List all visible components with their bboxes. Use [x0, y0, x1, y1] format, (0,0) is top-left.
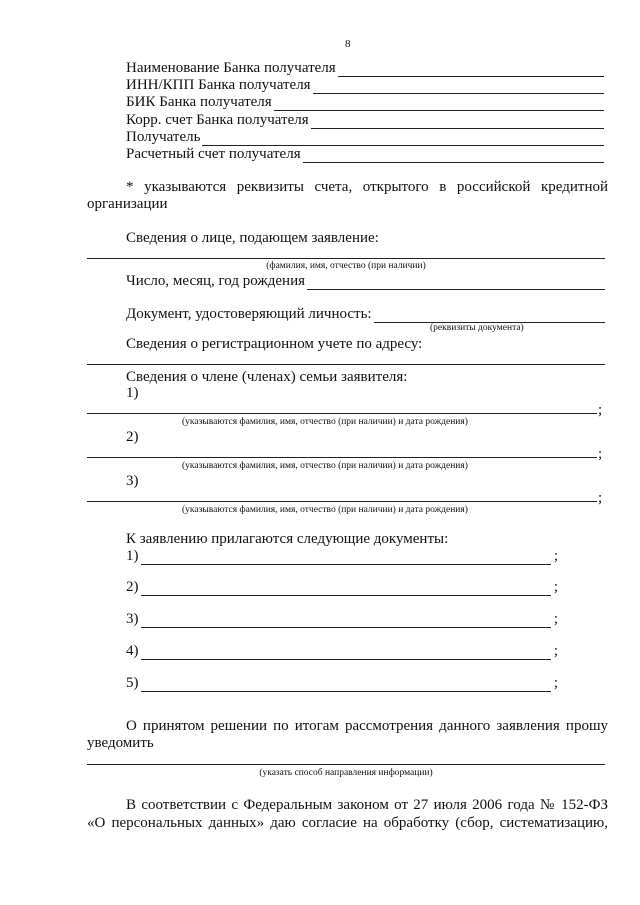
family-member-3-hint: (указываются фамилия, имя, отчество (при наличии) и дата рождения) — [182, 505, 468, 515]
document-item-5-number: 5) — [126, 675, 139, 691]
footnote-line-1: * указываются реквизиты счета, открытого в российской кредитной — [126, 179, 608, 195]
page-number: 8 — [345, 38, 351, 50]
document-item-5-line[interactable] — [141, 677, 551, 692]
field-corr-account-line[interactable] — [311, 114, 604, 129]
document-item-4-line[interactable] — [141, 645, 551, 660]
field-recipient-line[interactable] — [202, 131, 604, 146]
document-item-4-number: 4) — [126, 643, 139, 659]
document-item-3-end: ; — [553, 611, 558, 627]
field-account — [126, 146, 604, 163]
family-member-2-end: ; — [598, 446, 603, 462]
document-item-3-line[interactable] — [141, 613, 551, 628]
document-item-2 — [126, 579, 558, 596]
document-item-3 — [126, 611, 558, 628]
family-member-1-number: 1) — [126, 385, 139, 401]
field-bank-name-label: Наименование Банка получателя — [126, 60, 336, 76]
document-item-1 — [126, 548, 558, 565]
document-item-1-end: ; — [553, 548, 558, 564]
field-recipient-label: Получатель — [126, 129, 201, 145]
family-member-3-line[interactable] — [87, 501, 597, 502]
document-item-1-line[interactable] — [141, 550, 551, 565]
field-corr-account-label: Корр. счет Банка получателя — [126, 112, 309, 128]
document-item-5-end: ; — [553, 675, 558, 691]
document-item-2-number: 2) — [126, 579, 139, 595]
field-bik — [126, 94, 604, 111]
footnote-line-2: организации — [87, 196, 168, 212]
field-bank-name — [126, 60, 604, 77]
document-item-2-end: ; — [553, 579, 558, 595]
family-member-1-hint: (указываются фамилия, имя, отчество (при наличии) и дата рождения) — [182, 417, 468, 427]
field-bik-label: БИК Банка получателя — [126, 94, 272, 110]
decision-method-line[interactable] — [87, 764, 605, 765]
field-bank-name-line[interactable] — [338, 62, 604, 77]
registration-heading: Сведения о регистрационном учете по адресу: — [126, 336, 423, 352]
field-corr-account — [126, 112, 604, 129]
decision-method-hint: (указать способ направления информации) — [259, 768, 433, 778]
registration-line[interactable] — [87, 364, 605, 365]
document-item-5 — [126, 675, 558, 692]
field-id-document — [126, 306, 605, 323]
field-id-document-label: Документ, удостоверяющий личность: — [126, 306, 372, 322]
family-heading: Сведения о члене (членах) семьи заявителя: — [126, 369, 408, 385]
field-account-label: Расчетный счет получателя — [126, 146, 301, 162]
family-member-2-hint: (указываются фамилия, имя, отчество (при наличии) и дата рождения) — [182, 461, 468, 471]
field-inn-kpp — [126, 77, 604, 94]
consent-line-1: В соответствии с Федеральным законом от 27 июля 2006 года № 152-ФЗ — [126, 797, 608, 813]
field-recipient — [126, 129, 604, 146]
family-member-3-end: ; — [598, 490, 603, 506]
documents-heading: К заявлению прилагаются следующие документы: — [126, 531, 449, 547]
document-item-1-number: 1) — [126, 548, 139, 564]
family-member-2-line[interactable] — [87, 457, 597, 458]
applicant-name-line[interactable] — [87, 258, 605, 259]
family-member-1-line[interactable] — [87, 413, 597, 414]
field-id-document-line[interactable] — [374, 308, 605, 323]
field-birth-date-label: Число, месяц, год рождения — [126, 273, 305, 289]
document-item-4-end: ; — [553, 643, 558, 659]
applicant-name-hint: (фамилия, имя, отчество (при наличии) — [266, 261, 426, 271]
applicant-heading: Сведения о лице, подающем заявление: — [126, 230, 379, 246]
family-member-3-number: 3) — [126, 473, 139, 489]
field-inn-kpp-label: ИНН/КПП Банка получателя — [126, 77, 311, 93]
family-member-2-number: 2) — [126, 429, 139, 445]
field-account-line[interactable] — [303, 148, 604, 163]
decision-line-2: уведомить — [87, 735, 154, 751]
decision-line-1: О принятом решении по итогам рассмотрения данного заявления прошу — [126, 718, 608, 734]
field-birth-date — [126, 273, 605, 290]
id-document-hint: (реквизиты документа) — [430, 323, 524, 333]
document-item-4 — [126, 643, 558, 660]
consent-line-2: «О персональных данных» даю согласие на обработку (сбор, систематизацию, — [87, 815, 608, 831]
field-bik-line[interactable] — [274, 96, 604, 111]
field-inn-kpp-line[interactable] — [313, 79, 604, 94]
field-birth-date-line[interactable] — [307, 275, 605, 290]
document-item-3-number: 3) — [126, 611, 139, 627]
family-member-1-end: ; — [598, 402, 603, 418]
document-item-2-line[interactable] — [141, 581, 551, 596]
